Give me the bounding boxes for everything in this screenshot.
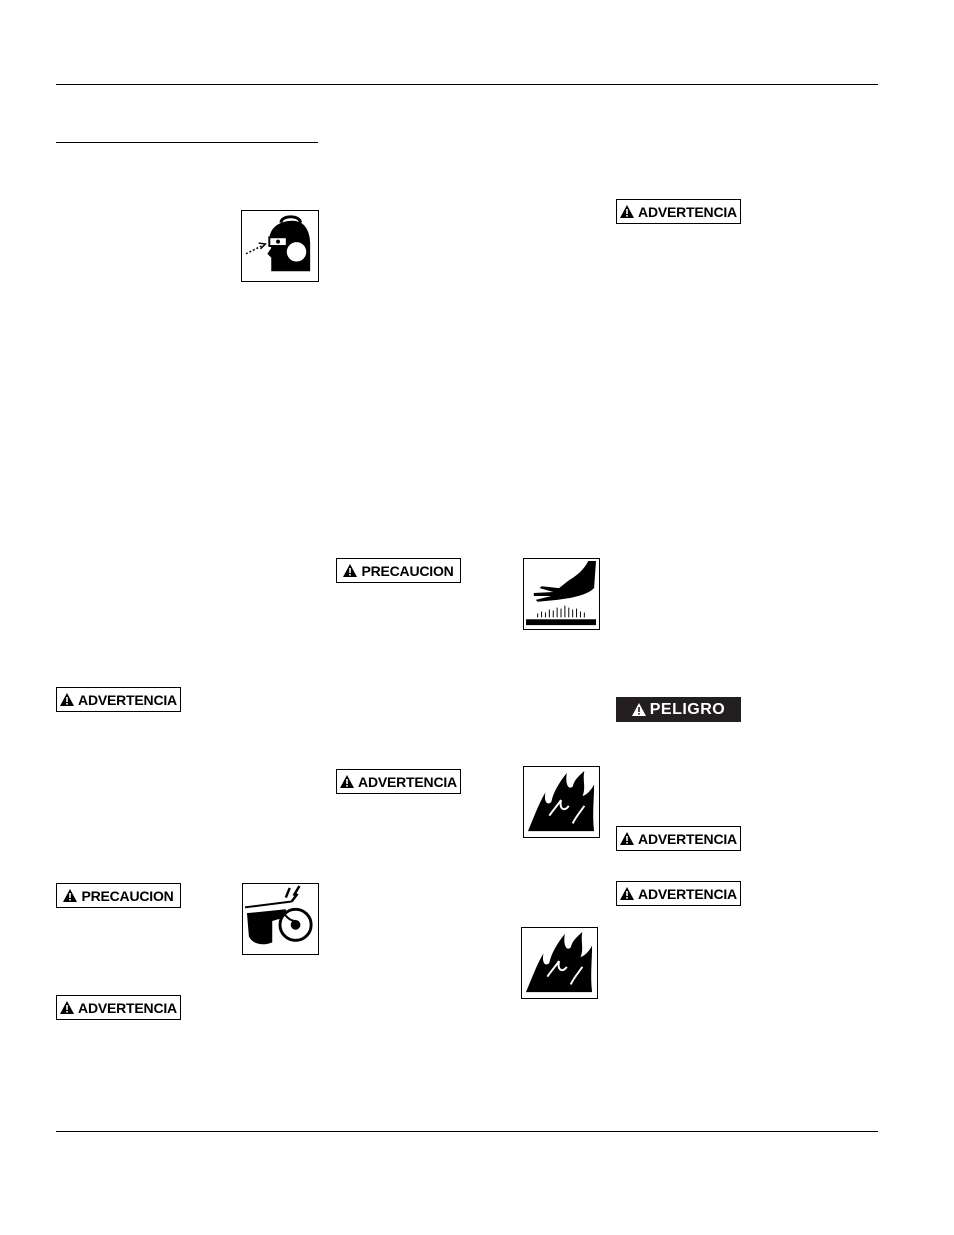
danger-label (616, 697, 741, 722)
alert-triangle-icon (620, 205, 634, 218)
alert-triangle-icon (620, 887, 634, 900)
caution-label (336, 558, 461, 583)
footer-rule (56, 1131, 878, 1132)
alert-triangle-icon (60, 693, 74, 706)
warning-label (616, 199, 741, 224)
warning-label (56, 995, 181, 1020)
fire-hazard-icon (521, 927, 598, 999)
section-heading-rule (56, 142, 318, 143)
hot-surface-icon (523, 558, 600, 630)
alert-triangle-icon (620, 832, 634, 845)
fire-hazard-icon (523, 766, 600, 838)
alert-triangle-icon (63, 889, 77, 902)
warning-label (616, 881, 741, 906)
alert-triangle-icon (632, 703, 646, 716)
alert-triangle-icon (340, 775, 354, 788)
warning-label-text: ADVERTENCIA (358, 773, 457, 790)
header-rule (56, 84, 878, 85)
caution-label-text: PRECAUCION (81, 887, 174, 904)
warning-label (56, 687, 181, 712)
caution-label (56, 883, 181, 908)
warning-label (616, 826, 741, 851)
alert-triangle-icon (60, 1001, 74, 1014)
warning-label-text: ADVERTENCIA (78, 691, 177, 708)
caution-label-text: PRECAUCION (361, 562, 454, 579)
danger-label-text: PELIGRO (649, 700, 726, 718)
warning-label-text: ADVERTENCIA (638, 203, 737, 220)
alert-triangle-icon (343, 564, 357, 577)
warning-label (336, 769, 461, 794)
rotating-wheel-hand-hazard-icon (242, 883, 319, 955)
eye-and-ear-protection-icon (241, 210, 319, 282)
warning-label-text: ADVERTENCIA (638, 885, 737, 902)
warning-label-text: ADVERTENCIA (638, 830, 737, 847)
warning-label-text: ADVERTENCIA (78, 999, 177, 1016)
